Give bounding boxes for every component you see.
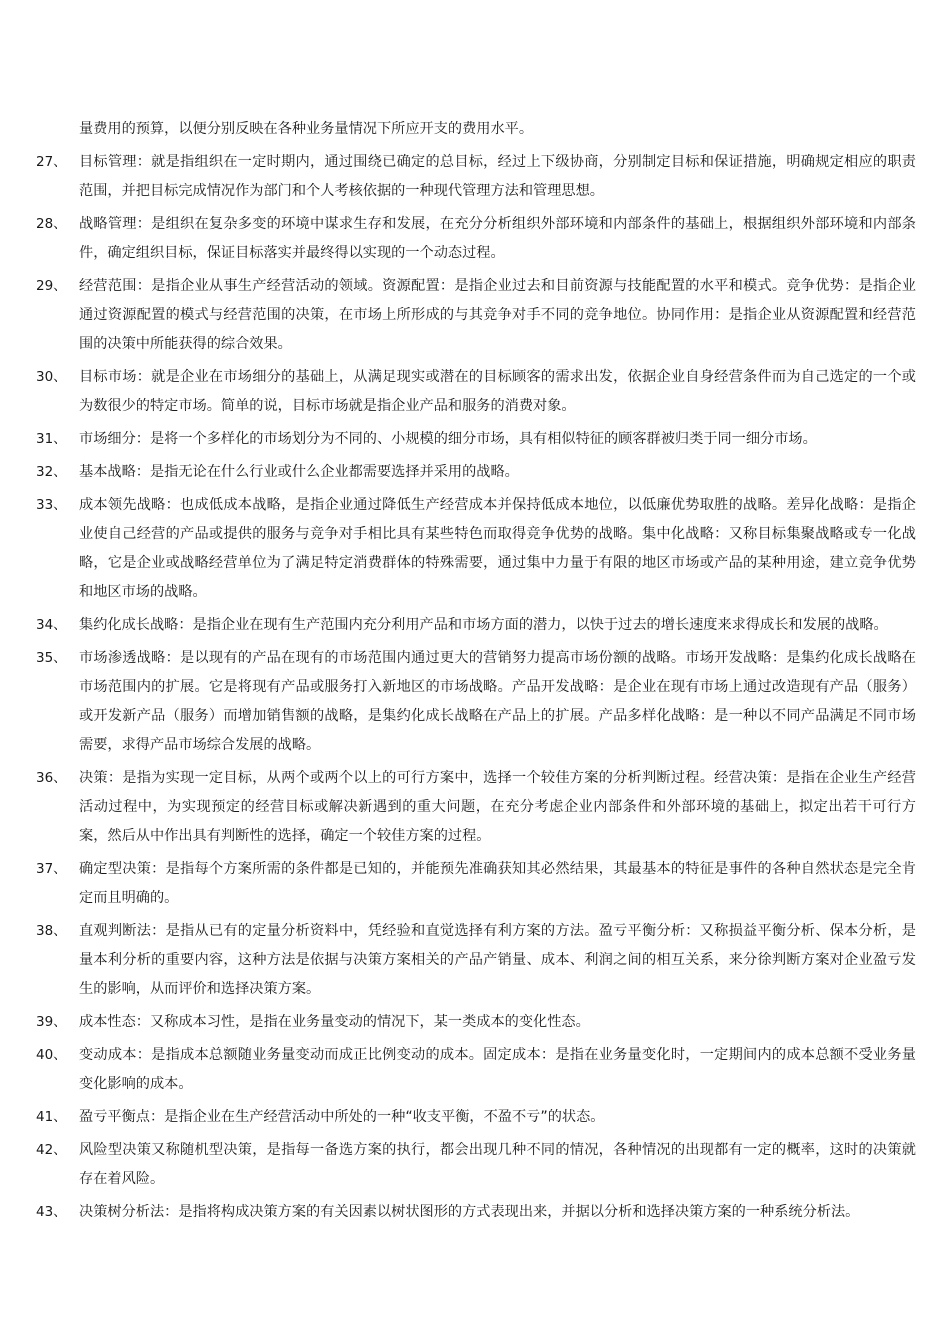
list-item bbox=[36, 210, 916, 268]
item-text: 变动成本：是指成本总额随业务量变动而成正比例变动的成本。固定成本：是指在业务量变化时，一定期间内的成本总额不受业务量变化影响的成本。 bbox=[79, 1047, 916, 1092]
item-text: 成本性态：又称成本习性，是指在业务量变动的情况下，某一类成本的变化性态。 bbox=[79, 1014, 590, 1030]
list-item bbox=[36, 611, 916, 640]
item-number: 34、 bbox=[36, 617, 67, 633]
item-text: 成本领先战略：也成低成本战略，是指企业通过降低生产经营成本并保持低成本地位，以低廉优势取胜的战略。差异化战略：是指企业使自己经营的产品或提供的服务与竞争对手相比具有某些特色而取得竞争优势的战略。集中化战略：又称目标集聚战略或专一化战略，它是企业或战略经营单位为了满足特定消费群体的特殊需要，通过集中力量于有限的地区市场或产品的某种用途，建立竞争优势和地区市场的战略。 bbox=[79, 497, 916, 600]
item-text: 经营范围：是指企业从事生产经营活动的领域。资源配置：是指企业过去和目前资源与技能配置的水平和模式。竞争优势：是指企业通过资源配置的模式与经营范围的决策，在市场上所形成的与其竞争对手不同的竞争地位。协同作用：是指企业从资源配置和经营范围的决策中所能获得的综合效果。 bbox=[79, 278, 916, 352]
item-number: 35、 bbox=[36, 650, 67, 666]
item-text: 风险型决策又称随机型决策，是指每一备选方案的执行，都会出现几种不同的情况，各种情况的出现都有一定的概率，这时的决策就存在着风险。 bbox=[79, 1142, 916, 1187]
list-item bbox=[36, 917, 916, 1004]
item-text: 市场渗透战略：是以现有的产品在现有的市场范围内通过更大的营销努力提高市场份额的战略。市场开发战略：是集约化成长战略在市场范围内的扩展。它是将现有产品或服务打入新地区的市场战略。产品开发战略：是企业在现有市场上通过改造现有产品（服务）或开发新产品（服务）而增加销售额的战略，是集约化成长战略在产品上的扩展。产品多样化战略：是一种以不同产品满足不同市场需要，求得产品市场综合发展的战略。 bbox=[79, 650, 916, 753]
item-number: 29、 bbox=[36, 278, 67, 294]
list-item bbox=[36, 644, 916, 760]
list-item bbox=[36, 855, 916, 913]
item-number: 42、 bbox=[36, 1142, 67, 1158]
item-text: 集约化成长战略：是指企业在现有生产范围内充分利用产品和市场方面的潜力，以快于过去的增长速度来求得成长和发展的战略。 bbox=[79, 617, 888, 633]
list-item bbox=[36, 425, 916, 454]
list-item bbox=[36, 148, 916, 206]
item-number: 31、 bbox=[36, 431, 67, 447]
list-item bbox=[36, 272, 916, 359]
item-text: 直观判断法：是指从已有的定量分析资料中，凭经验和直觉选择有利方案的方法。盈亏平衡分析：又称损益平衡分析、保本分析，是量本利分析的重要内容，这种方法是依据与决策方案相关的产品产销量、成本、利润之间的相互关系，来分徐判断方案对企业盈亏发生的影响，从而评价和选择决策方案。 bbox=[79, 923, 916, 997]
item-number: 32、 bbox=[36, 464, 67, 480]
list-item bbox=[36, 1198, 916, 1227]
item-text: 确定型决策：是指每个方案所需的条件都是已知的，并能预先准确获知其必然结果，其最基本的特征是事件的各种自然状态是完全肯定而且明确的。 bbox=[79, 861, 916, 906]
document-body bbox=[36, 115, 916, 1231]
item-text: 目标管理：就是指组织在一定时期内，通过围绕已确定的总目标，经过上下级协商，分别制定目标和保证措施，明确规定相应的职责范围，并把目标完成情况作为部门和个人考核依据的一种现代管理方法和管理思想。 bbox=[79, 154, 916, 199]
list-item bbox=[36, 458, 916, 487]
item-text: 基本战略：是指无论在什么行业或什么企业都需要选择并采用的战略。 bbox=[79, 464, 519, 480]
list-item bbox=[36, 1008, 916, 1037]
continuation-paragraph: 量费用的预算，以便分别反映在各种业务量情况下所应开支的费用水平。 bbox=[79, 121, 534, 137]
item-number: 41、 bbox=[36, 1109, 67, 1125]
item-number: 30、 bbox=[36, 369, 67, 385]
definition-list bbox=[36, 148, 916, 1227]
list-item bbox=[36, 491, 916, 607]
item-text: 决策：是指为实现一定目标，从两个或两个以上的可行方案中，选择一个较佳方案的分析判断过程。经营决策：是指在企业生产经营活动过程中，为实现预定的经营目标或解决新遇到的重大问题，在充分考虑企业内部条件和外部环境的基础上，拟定出若干可行方案，然后从中作出具有判断性的选择，确定一个较佳方案的过程。 bbox=[79, 770, 916, 844]
item-number: 28、 bbox=[36, 216, 67, 232]
list-item bbox=[36, 1041, 916, 1099]
list-item bbox=[36, 764, 916, 851]
item-text: 盈亏平衡点：是指企业在生产经营活动中所处的一种“收支平衡，不盈不亏”的状态。 bbox=[79, 1109, 605, 1125]
item-number: 40、 bbox=[36, 1047, 67, 1063]
list-item bbox=[36, 1103, 916, 1132]
item-number: 39、 bbox=[36, 1014, 67, 1030]
item-text: 市场细分：是将一个多样化的市场划分为不同的、小规模的细分市场，具有相似特征的顾客群被归类于同一细分市场。 bbox=[79, 431, 817, 447]
item-number: 27、 bbox=[36, 154, 67, 170]
list-item bbox=[36, 363, 916, 421]
item-number: 36、 bbox=[36, 770, 67, 786]
item-text: 决策树分析法：是指将构成决策方案的有关因素以树状图形的方式表现出来，并据以分析和选择决策方案的一种系统分析法。 bbox=[79, 1204, 860, 1220]
list-item bbox=[36, 1136, 916, 1194]
item-text: 战略管理：是组织在复杂多变的环境中谋求生存和发展，在充分分析组织外部环境和内部条件的基础上，根据组织外部环境和内部条件，确定组织目标，保证目标落实并最终得以实现的一个动态过程。 bbox=[79, 216, 916, 261]
item-number: 33、 bbox=[36, 497, 67, 513]
item-text: 目标市场：就是企业在市场细分的基础上，从满足现实或潜在的目标顾客的需求出发，依据企业自身经营条件而为自己选定的一个或为数很少的特定市场。简单的说，目标市场就是指企业产品和服务的消费对象。 bbox=[79, 369, 916, 414]
item-number: 43、 bbox=[36, 1204, 67, 1220]
item-number: 38、 bbox=[36, 923, 67, 939]
item-number: 37、 bbox=[36, 861, 67, 877]
